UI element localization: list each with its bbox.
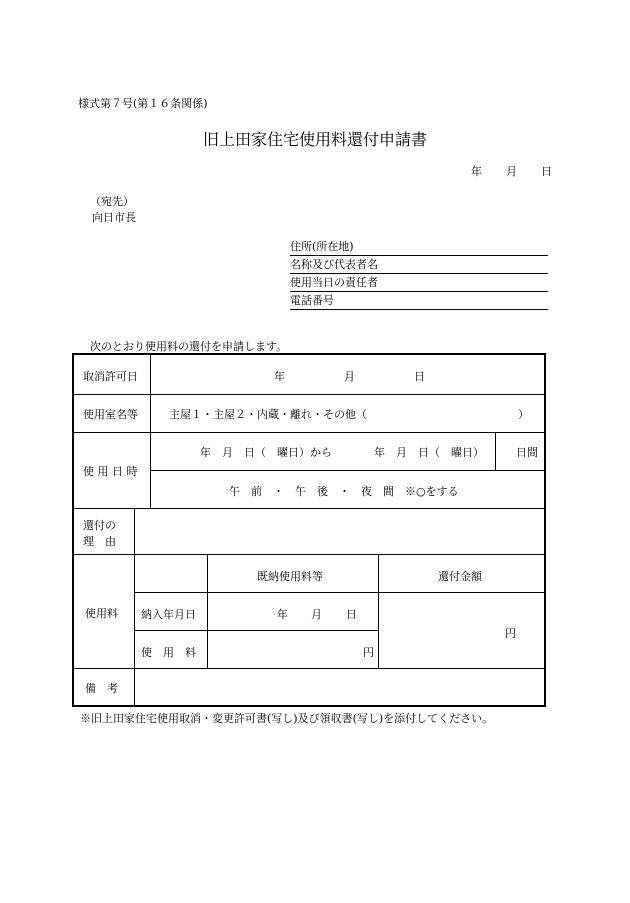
usage-date-from[interactable]: 年 月 日（ 曜日）から xyxy=(200,446,332,459)
payment-date-day: 日 xyxy=(346,608,357,621)
document-title: 旧上田家住宅使用料還付申請書 xyxy=(202,130,427,149)
cancel-permit-label: 取消許可日 xyxy=(83,370,138,383)
applicant-address-field[interactable]: 住所(所在地) xyxy=(290,239,548,256)
intro-text: 次のとおり使用料の還付を申請します。 xyxy=(90,340,288,353)
usage-days-label: 日間 xyxy=(516,446,538,459)
row-divider xyxy=(134,592,544,593)
row-divider xyxy=(74,554,544,555)
remarks-field[interactable] xyxy=(135,669,543,705)
cancel-permit-year: 年 xyxy=(274,370,285,383)
refund-amount-header: 還付金額 xyxy=(438,570,482,583)
paid-fee-header: 既納使用料等 xyxy=(257,570,323,583)
row-divider xyxy=(74,394,544,395)
column-divider xyxy=(495,432,496,470)
row-divider xyxy=(74,432,544,433)
reason-label-line1: 還付の xyxy=(83,519,116,532)
room-other-close: ） xyxy=(518,408,529,421)
date-month-label: 月 xyxy=(506,165,517,178)
usage-date-label: 使 用 日 時 xyxy=(83,465,138,478)
column-divider xyxy=(150,355,151,508)
column-divider xyxy=(207,554,208,668)
paid-fee-yen: 円 xyxy=(363,646,374,659)
applicant-block xyxy=(290,239,548,311)
usage-time-options[interactable]: 午 前 ・ 午 後 ・ 夜 間 ※○をする xyxy=(229,485,459,498)
room-label: 使用室名等 xyxy=(83,408,138,421)
fee-label: 使用料 xyxy=(85,607,118,620)
form-number: 様式第７号(第１６条関係) xyxy=(78,97,208,110)
column-divider xyxy=(378,554,379,668)
payment-date-label: 納入年月日 xyxy=(141,608,196,621)
applicant-phone-field[interactable]: 電話番号 xyxy=(290,293,548,310)
reason-label-line2: 理 由 xyxy=(83,535,116,548)
payment-date-year: 年 xyxy=(277,608,288,621)
applicant-responsible-field[interactable]: 使用当日の責任者 xyxy=(290,275,548,292)
footnote: ※旧上田家住宅使用取消・変更許可書(写し)及び領収書(写し)を添付してください。 xyxy=(80,712,494,725)
reason-field[interactable] xyxy=(135,509,543,553)
date-day-label: 日 xyxy=(541,165,552,178)
usage-date-to[interactable]: 年 月 日（ 曜日） xyxy=(374,446,484,459)
application-form-table xyxy=(72,353,546,707)
room-options[interactable]: 主屋１・主屋２・内蔵・離れ・その他（ xyxy=(169,408,367,421)
recipient-name: 向日市長 xyxy=(92,211,136,224)
paid-fee-label: 使 用 料 xyxy=(141,646,196,659)
cancel-permit-month: 月 xyxy=(344,370,355,383)
cancel-permit-day: 日 xyxy=(414,370,425,383)
date-year-label: 年 xyxy=(471,165,482,178)
row-divider xyxy=(134,630,378,631)
recipient-label: （宛先） xyxy=(90,195,134,208)
payment-date-month: 月 xyxy=(311,608,322,621)
applicant-name-field[interactable]: 名称及び代表者名 xyxy=(290,257,548,274)
row-divider xyxy=(150,470,544,471)
refund-amount-yen: 円 xyxy=(505,627,516,640)
remarks-label: 備 考 xyxy=(85,682,118,695)
